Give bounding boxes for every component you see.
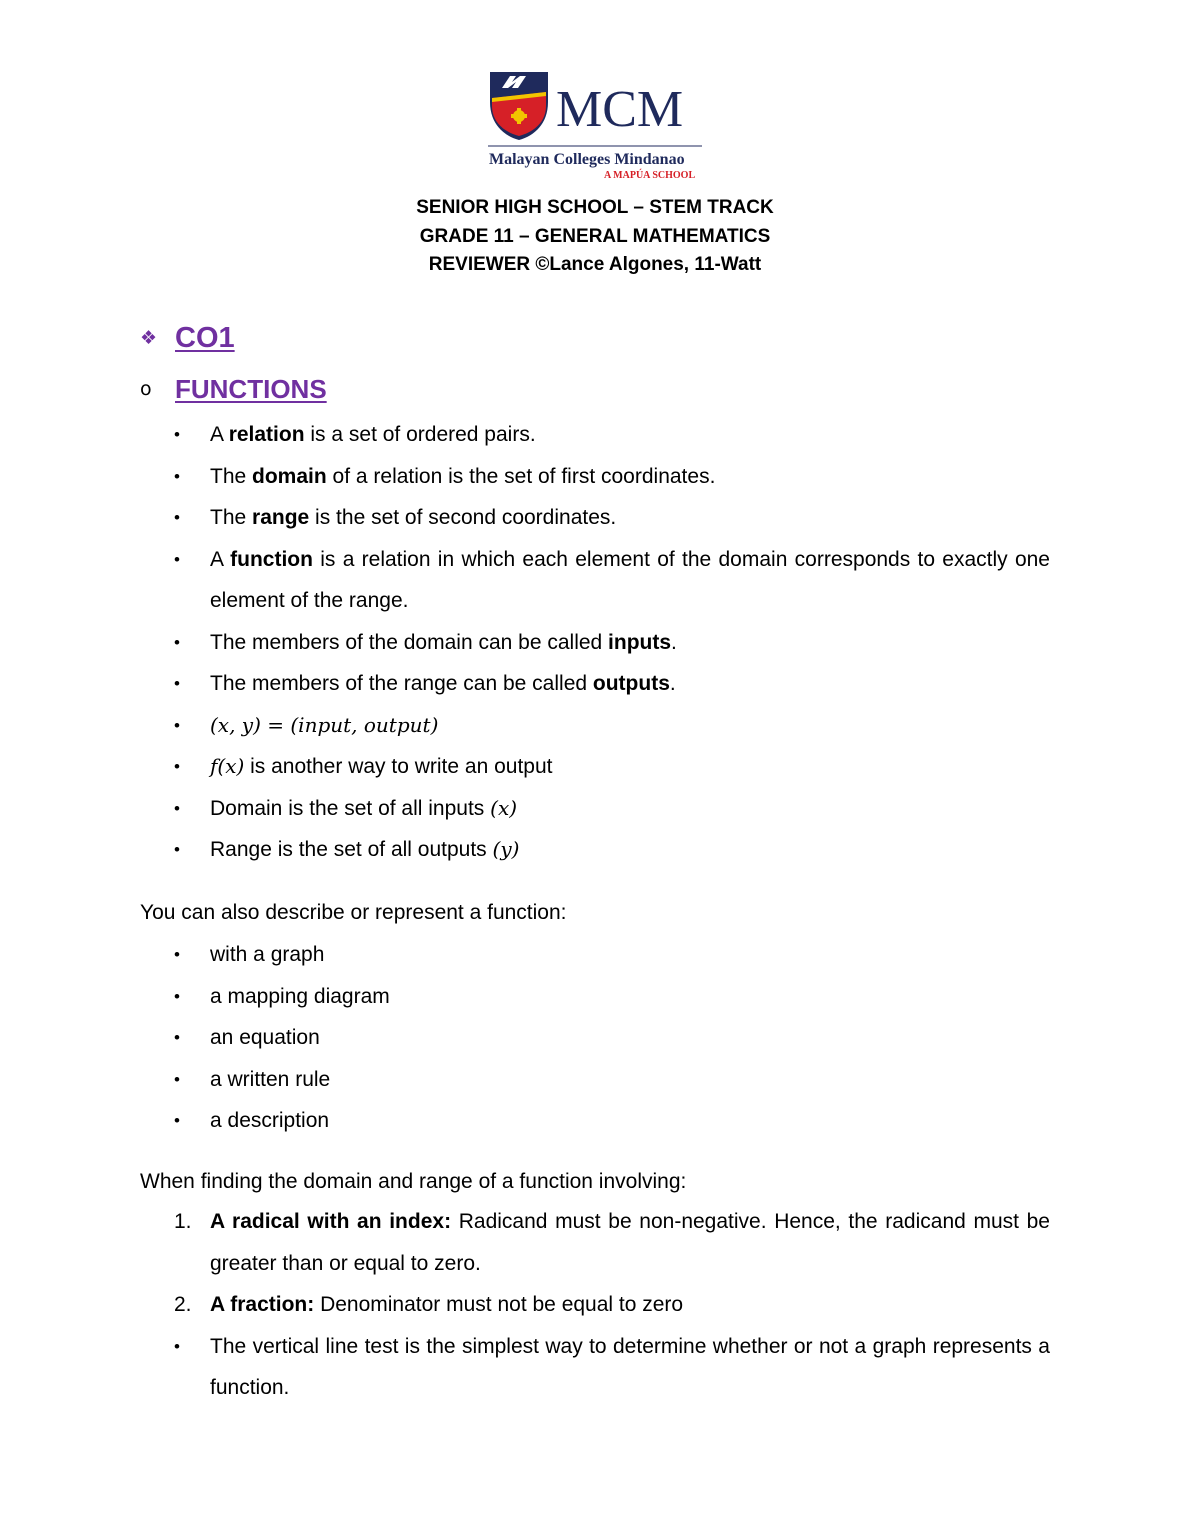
subsection-title: FUNCTIONS: [175, 373, 327, 404]
header-line-3: REVIEWER ©Lance Algones, 11-Watt: [428, 254, 762, 275]
bullet-icon: •: [174, 425, 180, 444]
bullet-icon: •: [174, 674, 180, 693]
logo-school-name: Malayan Colleges Mindanao: [489, 151, 685, 168]
bullet-icon: •: [174, 798, 180, 818]
represent-list: [174, 934, 1050, 1142]
section-title: CO1: [175, 321, 235, 354]
list-item: [174, 705, 1050, 747]
document-header: [0, 194, 1190, 280]
list-item: • A function is a relation in which each element of the domain corresponds to exactly one element of the range.: [174, 539, 1050, 622]
bullet-icon: •: [174, 508, 180, 527]
definitions-list: [174, 414, 1050, 871]
term-relation: relation: [228, 423, 305, 446]
term-range: range: [252, 506, 310, 529]
list-item: • a written rule: [174, 1059, 1050, 1101]
rule-title: A radical with an index:: [210, 1210, 452, 1233]
list-item: [174, 1326, 1050, 1409]
bullet-icon: •: [174, 466, 180, 486]
numbered-item: 1. A radical with an index: Radicand must be non-negative. Hence, the radicand must be greater than or equal to zero.: [174, 1201, 1050, 1284]
list-item: • with a graph: [174, 934, 1050, 976]
bullet-icon: •: [174, 757, 180, 776]
math-expression: (x): [490, 795, 518, 820]
school-logo: [488, 68, 704, 180]
bullet-icon: •: [174, 840, 180, 859]
list-item: • A relation is a set of ordered pairs.: [174, 414, 1050, 456]
circle-bullet-icon: o: [140, 378, 152, 400]
list-item: • The members of the domain can be called inputs.: [174, 622, 1050, 664]
list-item: • f(x) is another way to write an output: [174, 746, 1050, 788]
domain-rules-list: [174, 1201, 1050, 1409]
list-item: • a description: [174, 1100, 1050, 1142]
header-line-2: GRADE 11 – GENERAL MATHEMATICS: [419, 225, 771, 247]
bullet-icon: •: [174, 1069, 180, 1089]
vertical-line-test-text: The vertical line test is the simplest way to determine whether or not a graph represents a function.: [210, 1334, 1050, 1399]
bullet-icon: •: [174, 549, 180, 569]
bullet-icon: •: [174, 1028, 180, 1047]
math-expression: f(x): [210, 754, 245, 778]
term-inputs: inputs: [608, 630, 672, 654]
list-item: • The members of the range can be called outputs.: [174, 663, 1050, 705]
item-number: 2.: [174, 1293, 192, 1316]
bullet-icon: •: [174, 632, 180, 652]
math-expression: (y): [492, 837, 520, 861]
list-item: • The range is the set of second coordinates.: [174, 497, 1050, 539]
bullet-icon: •: [174, 986, 180, 1006]
term-domain: domain: [252, 464, 327, 488]
rule-title: A fraction:: [210, 1293, 315, 1316]
section-heading: [140, 318, 235, 358]
bullet-icon: •: [174, 1111, 180, 1130]
mcm-logo-graphic: [488, 68, 704, 180]
list-item: • a mapping diagram: [174, 976, 1050, 1018]
list-item: • The domain of a relation is the set of first coordinates.: [174, 456, 1050, 498]
list-item: • Domain is the set of all inputs (x): [174, 788, 1050, 830]
numbered-item: 2. A fraction: Denominator must not be equal to zero: [174, 1284, 1050, 1326]
item-number: 1.: [174, 1210, 192, 1233]
represent-intro: You can also describe or represent a function:: [140, 901, 567, 924]
bullet-icon: •: [174, 715, 180, 735]
logo-tagline: A MAPÚA SCHOOL: [604, 170, 696, 180]
term-function: function: [230, 547, 313, 571]
logo-brand-text: MCM: [556, 81, 684, 138]
list-item: • an equation: [174, 1017, 1050, 1059]
header-line-1: SENIOR HIGH SCHOOL – STEM TRACK: [416, 197, 774, 218]
subsection-heading: [140, 370, 327, 408]
math-expression: (x, y) = (input, output): [210, 712, 439, 737]
list-item: • Range is the set of all outputs (y): [174, 829, 1050, 871]
bullet-icon: •: [174, 945, 180, 964]
bullet-icon: •: [174, 1336, 180, 1356]
domain-intro: When finding the domain and range of a function involving:: [140, 1170, 687, 1193]
term-outputs: outputs: [592, 672, 670, 695]
diamond-bullet-icon: ❖: [140, 327, 158, 349]
